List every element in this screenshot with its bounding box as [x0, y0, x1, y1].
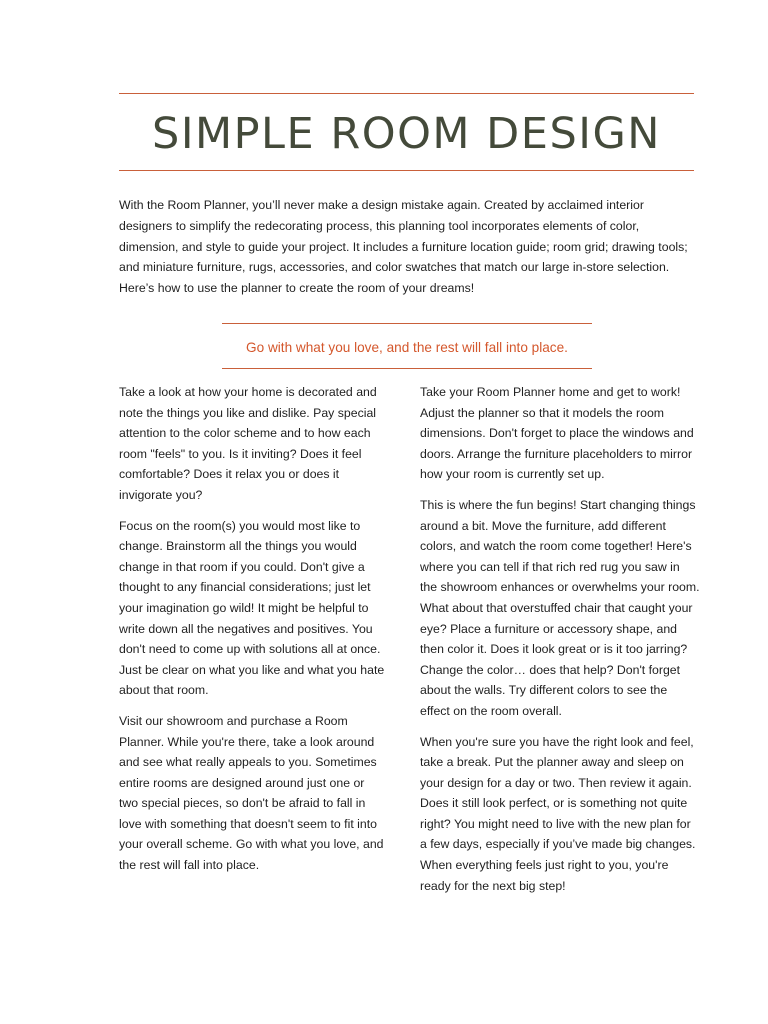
body-paragraph: Take your Room Planner home and get to work! Adjust the planner so that it models the room dimensions. Don't forget to place the windows and doors. Arrange the furniture placeholders to mirror how your room is currently set up.: [420, 385, 694, 482]
body-paragraph: This is where the fun begins! Start changing things around a bit. Move the furniture, add different colors, and watch the room come together! Here's where you can tell if that rich red rug you saw in the showroom enhances or overwhelms your room. What about that overstuffed chair that caught your eye? Place a furniture or accessory shape, and then color it. Does it look great or is it too jarring? Change the color… does that help? Don't forget about the walls. Try different colors to see the effect on the room overall.: [420, 497, 700, 718]
left-column: [119, 382, 385, 886]
right-column: [420, 382, 700, 906]
body-paragraph: When you're sure you have the right look and feel, take a break. Put the planner away and sleep on your design for a day or two. Then review it again. Does it still look perfect, or is something not quite right? You might need to live with the new plan for a few days, especially if you’ve made big changes. When everything feels just right to you, you're ready for the next big step!: [420, 734, 696, 893]
body-paragraph: Focus on the room(s) you would most like to change. Brainstorm all the things you would change in that room if you could. Don't give a thought to any financial considerations; just let your imagination go wild! It might be helpful to write down all the negatives and positives. You don't need to come up with solutions all at once. Just be clear on what you like and what you hate about that room.: [119, 518, 385, 698]
title-bottom-rule: [119, 170, 694, 171]
title-top-rule: [119, 93, 694, 94]
intro-paragraph: With the Room Planner, you’ll never make a design mistake again. Created by acclaimed interior designers to simplify the redecorating process, this planning tool incorporates elements of color, dimension, and style to guide your project. It includes a furniture location guide; room grid; drawing tools; and miniature furniture, rugs, accessories, and color swatches that match our large in-store selection. Here’s how to use the planner to create the room of your dreams!: [119, 198, 688, 296]
page-title: SIMPLE ROOM DESIGN: [152, 109, 661, 159]
pull-quote: Go with what you love, and the rest will fall into place.: [246, 340, 568, 355]
body-paragraph: Visit our showroom and purchase a Room Planner. While you're there, take a look around and see what really appeals to you. Sometimes entire rooms are designed around just one or two special pieces, so don't be afraid to fall in love with something that doesn't seem to fit into your overall scheme. Go with what you love, and the rest will fall into place.: [119, 713, 384, 873]
pull-quote-bottom-rule: [222, 368, 592, 369]
body-paragraph: Take a look at how your home is decorated and note the things you like and dislike. Pay special attention to the color scheme and to how each room "feels" to you. Is it inviting? Does it feel comfortable? Does it relax you or does it invigorate you?: [119, 385, 377, 502]
pull-quote-top-rule: [222, 323, 592, 324]
